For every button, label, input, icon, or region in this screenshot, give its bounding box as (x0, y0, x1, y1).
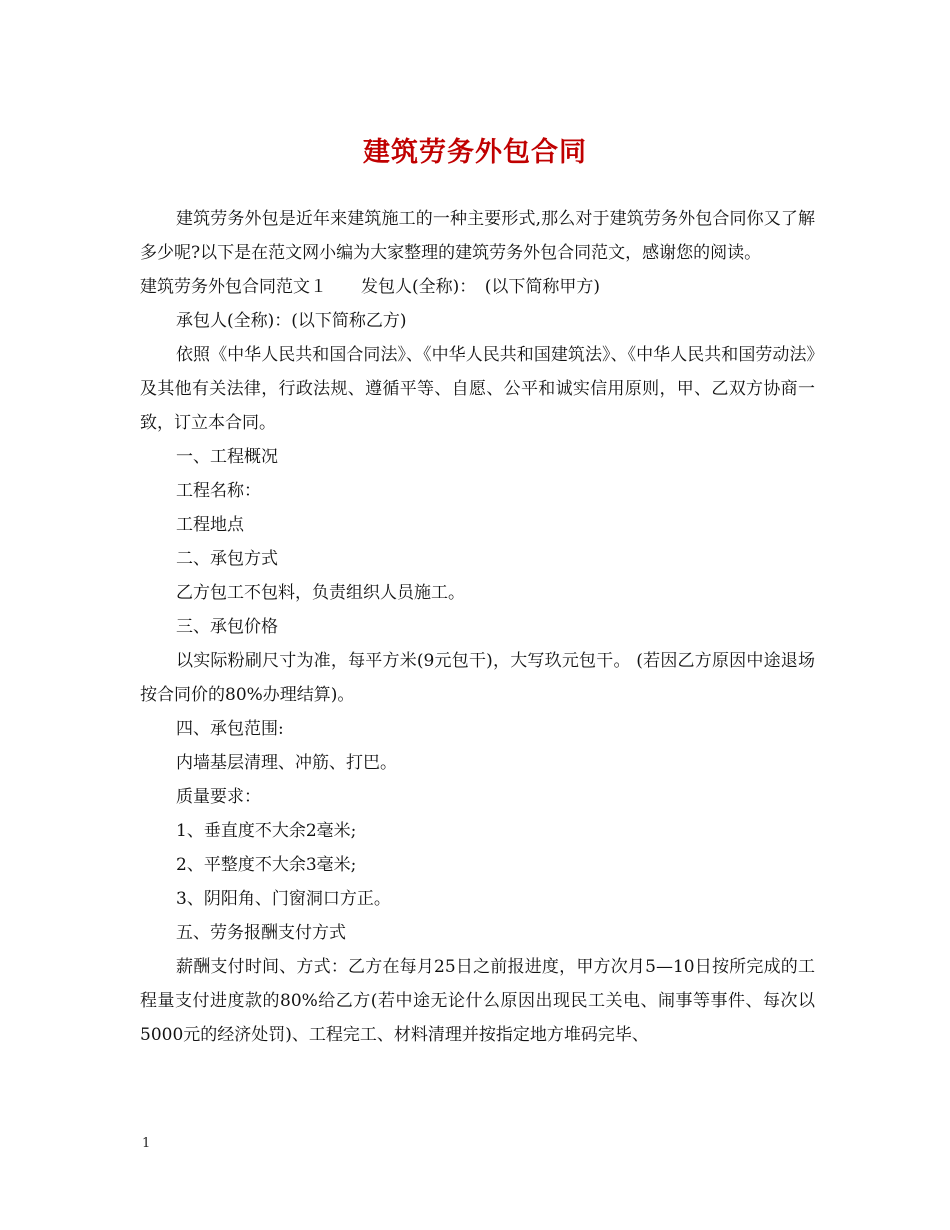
contract-method-text: 乙方包工不包料，负责组织人员施工。 (176, 583, 465, 603)
quality-requirements-heading: 质量要求： (176, 787, 261, 807)
page-number: 1 (142, 1136, 151, 1151)
contract-heading-line: 建筑劳务外包合同范文１ 发包人(全称)： (以下简称甲方) (140, 277, 601, 297)
quality-item-2: 2、平整度不大余3毫米; (176, 855, 357, 875)
contract-price-text: 以实际粉刷尺寸为准，每平方米(9元包干)，大写玖元包干。 (若因乙方原因中途退场按合同价的80%办理结算)。 (140, 651, 815, 705)
project-name-line: 工程名称： (176, 481, 261, 501)
section-heading-contract-method: 二、承包方式 (176, 549, 278, 569)
project-location-line: 工程地点 (176, 515, 244, 535)
section-heading-contract-scope: 四、承包范围: (176, 719, 284, 739)
section-heading-project-overview: 一、工程概况 (176, 447, 278, 467)
section-heading-contract-price: 三、承包价格 (176, 617, 278, 637)
section-heading-payment: 五、劳务报酬支付方式 (176, 923, 346, 943)
payment-terms-paragraph: 薪酬支付时间、方式：乙方在每月25日之前报进度，甲方次月5—10日按所完成的工程量支付进度款的80%给乙方(若中途无论什么原因出现民工关电、闹事等事件、每次以5000元的经济处罚)、工程完工、材料清理并按指定地方堆码完毕、 (140, 957, 815, 1045)
contract-scope-text: 内墙基层清理、冲筋、打巴。 (176, 753, 397, 773)
contractor-line: 承包人(全称)：(以下简称乙方) (176, 311, 407, 331)
intro-paragraph: 建筑劳务外包是近年来建筑施工的一种主要形式,那么对于建筑劳务外包合同你又了解多少呢?以下是在范文网小编为大家整理的建筑劳务外包合同范文，感谢您的阅读。 (140, 209, 815, 263)
legal-basis-paragraph: 依照《中华人民共和国合同法》、《中华人民共和国建筑法》、《中华人民共和国劳动法》及其他有关法律，行政法规、遵循平等、自愿、公平和诚实信用原则，甲、乙双方协商一致，订立本合同。 (140, 345, 815, 433)
document-title: 建筑劳务外包合同 (363, 137, 587, 168)
quality-item-3: 3、阴阳角、门窗洞口方正。 (176, 889, 391, 909)
document-body (140, 202, 815, 1052)
quality-item-1: 1、垂直度不大余2毫米; (176, 821, 357, 841)
